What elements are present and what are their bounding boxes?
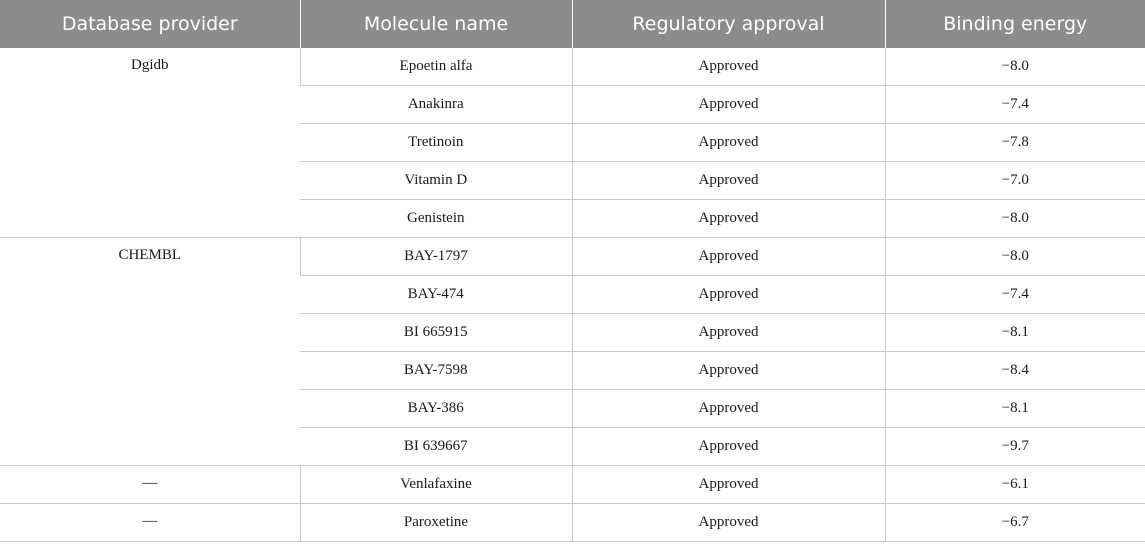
provider-cell: — [0, 504, 300, 542]
molecule-name-cell: BI 665915 [300, 314, 572, 352]
binding-energy-cell: −7.0 [885, 162, 1145, 200]
approval-cell: Approved [572, 428, 885, 466]
table-header [0, 0, 1145, 48]
binding-energy-cell: −8.0 [885, 200, 1145, 238]
approval-cell: Approved [572, 390, 885, 428]
binding-energy-cell: −8.1 [885, 390, 1145, 428]
molecule-name-cell: Anakinra [300, 86, 572, 124]
molecule-name-cell: BAY-7598 [300, 352, 572, 390]
provider-cell: CHEMBL [0, 238, 300, 466]
molecule-name-cell: Tretinoin [300, 124, 572, 162]
approval-cell: Approved [572, 314, 885, 352]
molecule-name-cell: Venlafaxine [300, 466, 572, 504]
binding-energy-cell: −6.7 [885, 504, 1145, 542]
binding-energy-cell: −7.4 [885, 276, 1145, 314]
table-body [0, 48, 1145, 542]
table-row [0, 238, 1145, 276]
molecule-name-cell: BI 639667 [300, 428, 572, 466]
approval-cell: Approved [572, 238, 885, 276]
approval-cell: Approved [572, 124, 885, 162]
molecule-name-cell: BAY-386 [300, 390, 572, 428]
molecule-name-cell: Genistein [300, 200, 572, 238]
binding-energy-cell: −8.0 [885, 48, 1145, 86]
approval-cell: Approved [572, 200, 885, 238]
header-regulatory-approval: Regulatory approval [572, 0, 885, 48]
table-row [0, 48, 1145, 86]
molecule-name-cell: Epoetin alfa [300, 48, 572, 86]
header-molecule-name: Molecule name [300, 0, 572, 48]
approval-cell: Approved [572, 352, 885, 390]
molecule-name-cell: BAY-1797 [300, 238, 572, 276]
binding-energy-cell: −8.0 [885, 238, 1145, 276]
approval-cell: Approved [572, 466, 885, 504]
approval-cell: Approved [572, 86, 885, 124]
binding-energy-cell: −6.1 [885, 466, 1145, 504]
table-row [0, 466, 1145, 504]
provider-cell: Dgidb [0, 48, 300, 238]
molecule-name-cell: BAY-474 [300, 276, 572, 314]
approval-cell: Approved [572, 162, 885, 200]
binding-energy-cell: −7.8 [885, 124, 1145, 162]
provider-cell: — [0, 466, 300, 504]
binding-energy-cell: −8.4 [885, 352, 1145, 390]
approval-cell: Approved [572, 276, 885, 314]
binding-energy-cell: −7.4 [885, 86, 1145, 124]
approval-cell: Approved [572, 504, 885, 542]
table-row [0, 504, 1145, 542]
header-binding-energy: Binding energy [885, 0, 1145, 48]
binding-energy-cell: −8.1 [885, 314, 1145, 352]
header-database-provider: Database provider [0, 0, 300, 48]
binding-energy-cell: −9.7 [885, 428, 1145, 466]
approval-cell: Approved [572, 48, 885, 86]
molecule-name-cell: Vitamin D [300, 162, 572, 200]
molecule-name-cell: Paroxetine [300, 504, 572, 542]
header-row [0, 0, 1145, 48]
